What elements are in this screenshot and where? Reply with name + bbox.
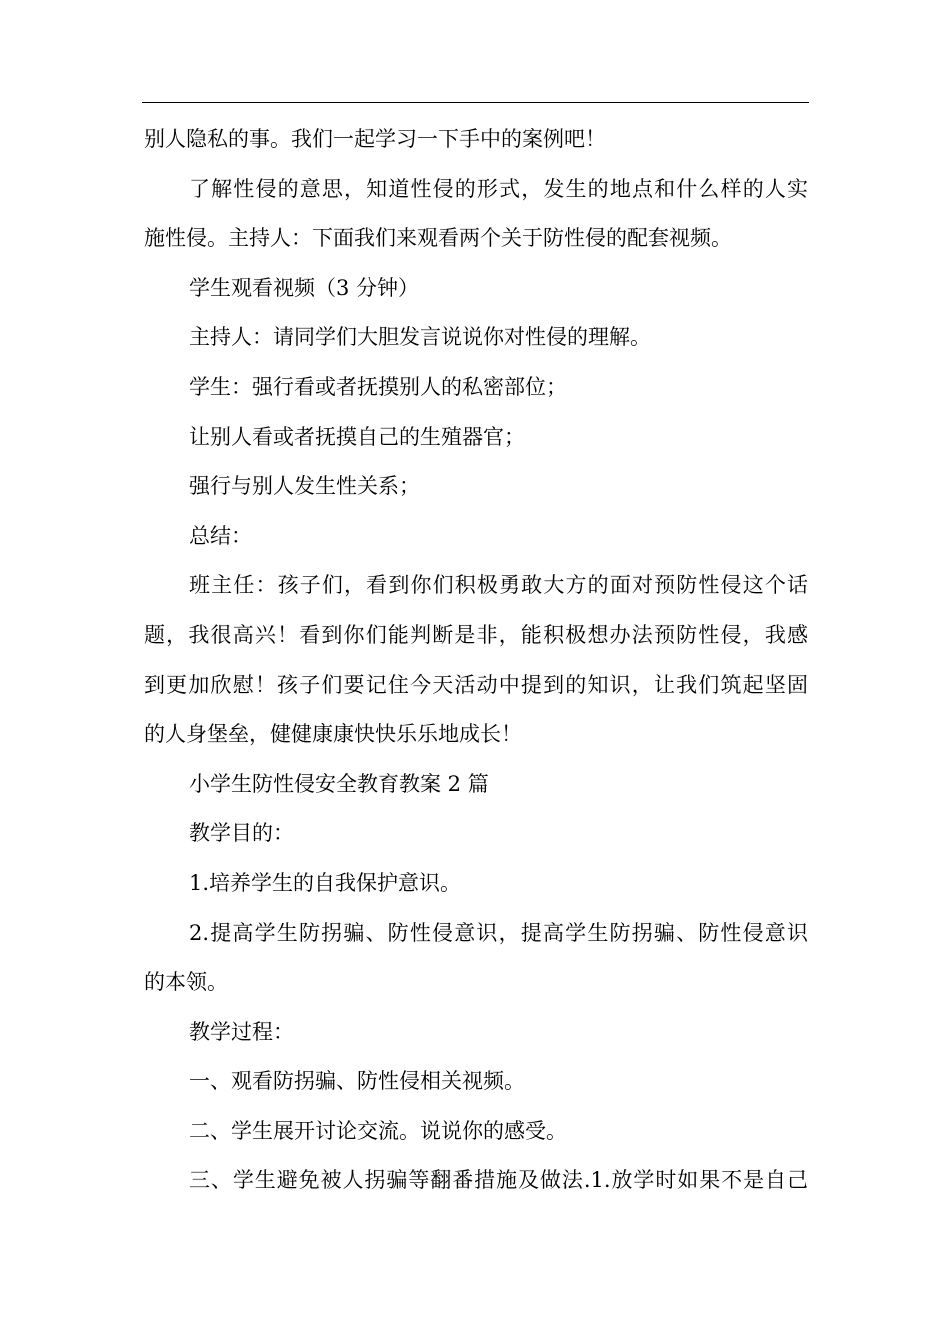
text-line: 的本领。 — [144, 970, 228, 995]
text-line: 一、观看防拐骗、防性侵相关视频。 — [189, 1069, 525, 1094]
text-line: 施性侵。主持人：下面我们来观看两个关于防性侵的配套视频。 — [144, 226, 732, 251]
text-line: 学生：强行看或者抚摸别人的私密部位； — [189, 374, 567, 399]
text-line: 教学过程： — [189, 1019, 294, 1044]
text-line: 到更加欣慰！孩子们要记住今天活动中提到的知识，让我们筑起坚固 — [144, 672, 808, 697]
text-line: 总结： — [189, 523, 252, 548]
text-line: 1.培养学生的自我保护意识。 — [189, 870, 462, 895]
text-line: 让别人看或者抚摸自己的生殖器官； — [189, 424, 525, 449]
text-line: 班主任：孩子们，看到你们积极勇敢大方的面对预防性侵这个话 — [189, 573, 808, 598]
text-line: 题，我很高兴！看到你们能判断是非，能积极想办法预防性侵，我感 — [144, 622, 808, 647]
text-line: 2.提高学生防拐骗、防性侵意识，提高学生防拐骗、防性侵意识 — [189, 920, 808, 945]
text-line: 学生观看视频（3 分钟） — [189, 275, 420, 300]
text-line: 强行与别人发生性关系； — [189, 474, 420, 499]
text-line: 的人身堡垒，健健康康快快乐乐地成长！ — [144, 722, 522, 747]
text-line: 小学生防性侵安全教育教案 2 篇 — [189, 771, 489, 796]
text-line: 教学目的： — [189, 821, 294, 846]
text-line: 别人隐私的事。我们一起学习一下手中的案例吧！ — [144, 127, 606, 151]
text-line: 二、学生展开讨论交流。说说你的感受。 — [189, 1118, 567, 1143]
text-line: 了解性侵的意思，知道性侵的形式，发生的地点和什么样的人实 — [189, 176, 808, 201]
document-body — [144, 115, 808, 1206]
header-rule — [142, 102, 809, 103]
text-line: 三、学生避免被人拐骗等翻番措施及做法.1.放学时如果不是自己 — [189, 1168, 808, 1193]
text-line: 主持人：请同学们大胆发言说说你对性侵的理解。 — [189, 325, 651, 350]
